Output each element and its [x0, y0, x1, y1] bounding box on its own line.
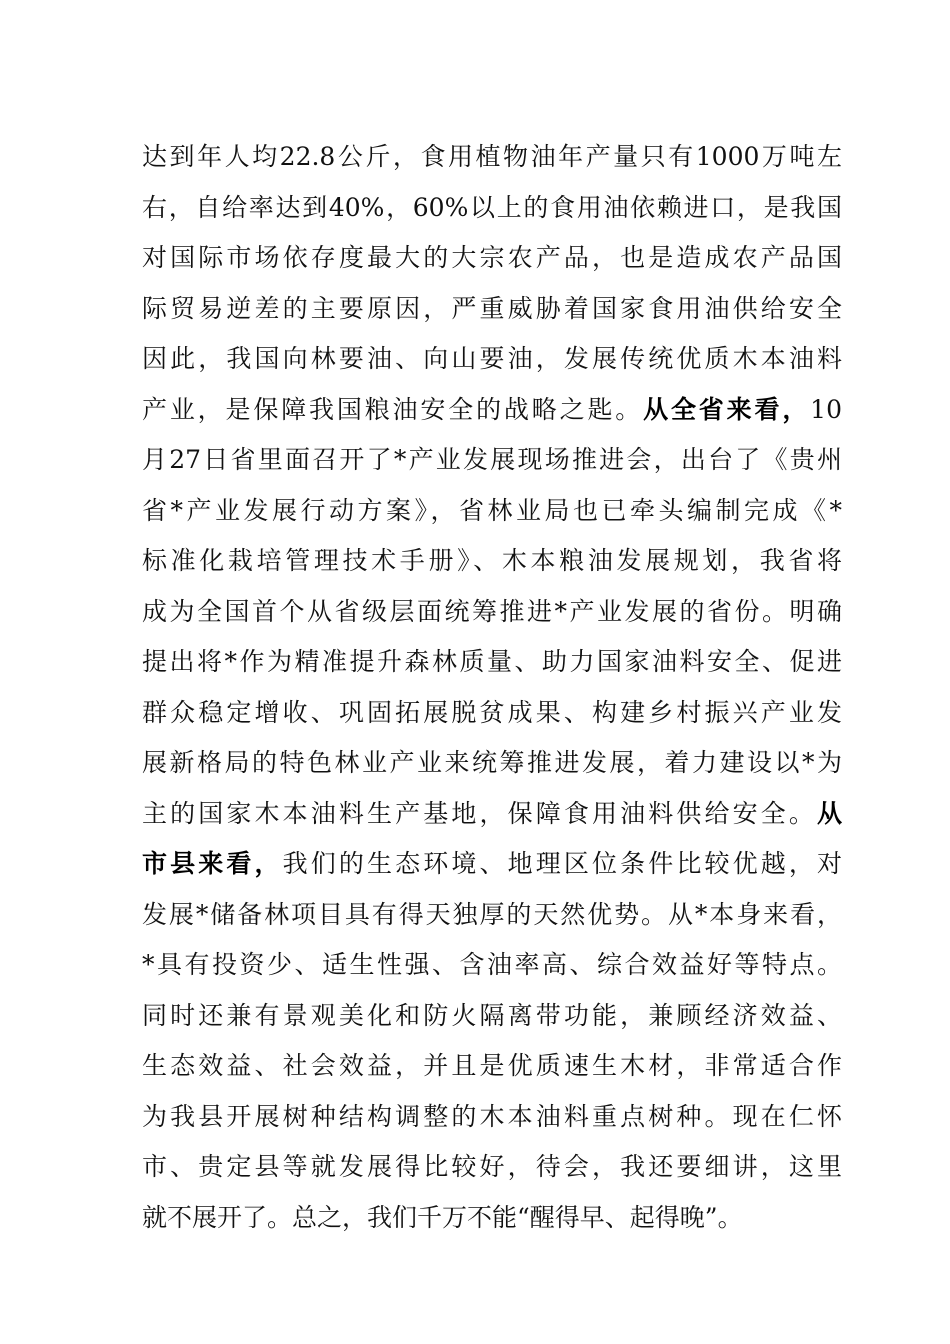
- bold-heading-run: 从全省来看，: [643, 394, 811, 424]
- text-run: 对国际市场依存度最大的大宗农产品，也是造成农产品国: [142, 243, 842, 272]
- text-line: [142, 183, 842, 234]
- text-line: [142, 334, 842, 385]
- text-run: 达到年人均22.8公斤，食用植物油年产量只有1000万吨左: [142, 142, 842, 171]
- bold-heading-run: 市县来看，: [142, 849, 283, 878]
- text-line: [142, 536, 842, 587]
- text-run: 同时还兼有景观美化和防火隔离带功能，兼顾经济效益、: [142, 1000, 842, 1030]
- text-run: 群众稳定增收、巩固拓展脱贫成果、构建乡村振兴产业发: [142, 697, 842, 727]
- text-line: [142, 1041, 842, 1092]
- text-run: 主的国家木本油料生产基地，保障食用油料供给安全。: [142, 798, 817, 828]
- text-line: [142, 233, 842, 284]
- text-line: [142, 435, 842, 486]
- text-line: [142, 991, 842, 1042]
- text-run: 因此，我国向林要油、向山要油，发展传统优质木本油料: [142, 344, 842, 373]
- text-line: [142, 839, 842, 890]
- text-run: 为我县开展树种结构调整的木本油料重点树种。现在仁怀: [142, 1101, 842, 1131]
- text-line: [142, 688, 842, 739]
- text-run: 生态效益、社会效益，并且是优质速生木材，非常适合作: [142, 1051, 842, 1080]
- text-line: [142, 284, 842, 335]
- text-run: 展新格局的特色林业产业来统筹推进发展，着力建设以*为: [142, 748, 842, 777]
- text-line: [142, 1142, 842, 1193]
- bold-heading-run: 从: [816, 798, 842, 828]
- text-line: [142, 1193, 842, 1244]
- text-line: [142, 587, 842, 638]
- text-line: [142, 385, 842, 436]
- text-line: [142, 738, 842, 789]
- text-run: 市、贵定县等就发展得比较好，待会，我还要细讲，这里: [142, 1152, 842, 1181]
- text-run: 月27日省里面召开了*产业发展现场推进会，出台了《贵州: [142, 445, 842, 474]
- text-run: 标准化栽培管理技术手册》、木本粮油发展规划，我省将: [142, 546, 842, 575]
- text-run: 右，自给率达到40%，60%以上的食用油依赖进口，是我国: [142, 192, 842, 222]
- text-run: 提出将*作为精准提升森林质量、助力国家油料安全、促进: [142, 647, 842, 676]
- text-run: 我们的生态环境、地理区位条件比较优越，对: [282, 849, 842, 878]
- text-line: [142, 486, 842, 537]
- text-run: 际贸易逆差的主要原因，严重威胁着国家食用油供给安全: [142, 293, 842, 323]
- text-run: 10: [810, 394, 842, 424]
- text-line: [142, 940, 842, 991]
- text-run: 省*产业发展行动方案》，省林业局也已牵头编制完成《*: [142, 495, 842, 525]
- text-run: 成为全国首个从省级层面统筹推进*产业发展的省份。明确: [142, 596, 842, 626]
- body-paragraph: [142, 132, 842, 1243]
- text-line: [142, 890, 842, 941]
- text-line: [142, 637, 842, 688]
- text-line: [142, 1092, 842, 1143]
- text-line: [142, 789, 842, 840]
- text-run: 发展*储备林项目具有得天独厚的天然优势。从*本身来看，: [142, 899, 842, 929]
- text-line: [142, 132, 842, 183]
- text-run: 产业，是保障我国粮油安全的战略之匙。: [142, 394, 644, 424]
- text-run: 就不展开了。总之，我们千万不能“醒得早、起得晚”。: [142, 1202, 743, 1232]
- text-run: *具有投资少、适生性强、含油率高、综合效益好等特点。: [142, 950, 842, 979]
